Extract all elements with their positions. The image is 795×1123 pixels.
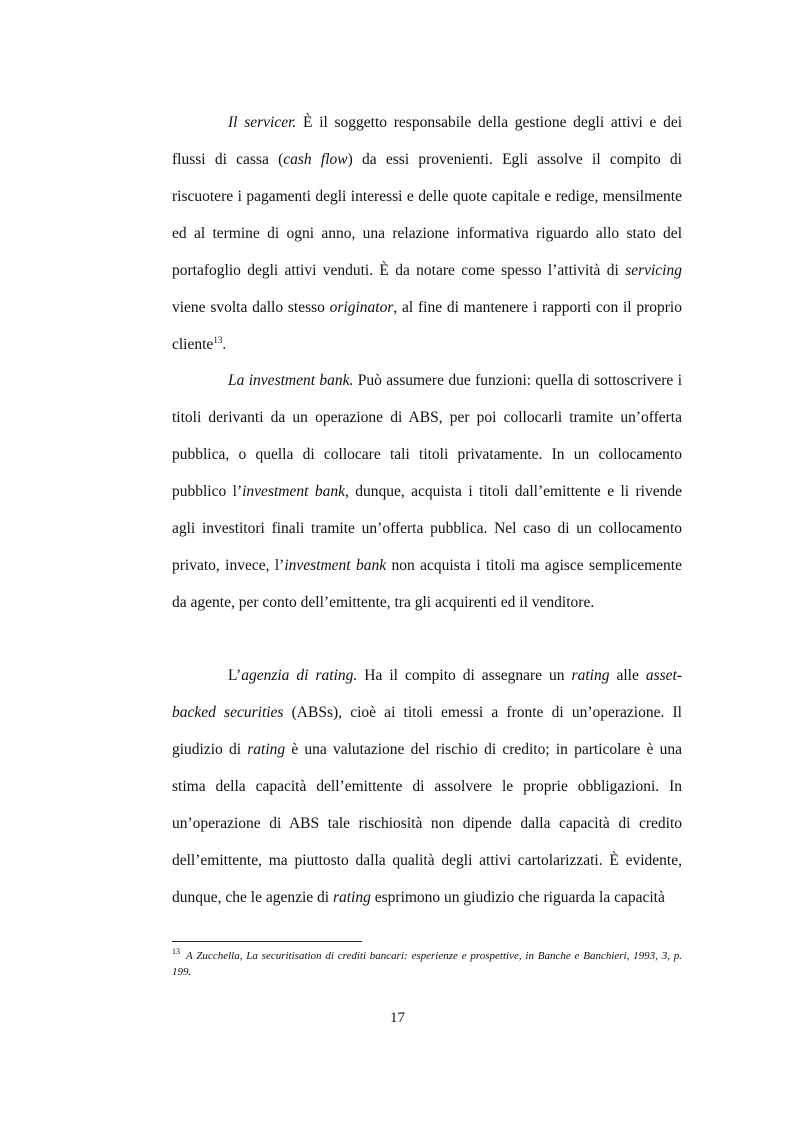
footnote-reference[interactable]: 13 (213, 334, 223, 345)
page-number: 17 (390, 1010, 405, 1026)
footnote (172, 948, 682, 980)
paragraph-servicer: Il servicer. È il soggetto responsabile della gestione degli attivi e dei flussi di cassa (cash flow) da essi provenienti. Egli assolve il compito di riscuotere i pagamenti degli interessi e delle quote capitale e redige, mensilmente ed al termine di ogni anno, una relazione informativa riguardo allo stato del portafoglio degli attivi venduti. È da notare come spesso l’attività di servicing viene svolta dallo stesso originator, al fine di mantenere i rapporti con il proprio cliente$^{13}$. (172, 114, 683, 353)
term-servicer: Il servicer. (228, 114, 297, 131)
footnote-divider (172, 941, 362, 942)
paragraph-rating-agency: L’agenzia di rating. Ha il compito di assegnare un rating alle asset-backed securities (ABSs), cioè ai titoli emessi a fronte di un’operazione. Il giudizio di rating è una valutazione del rischio di credito; in particolare è una stima della capacità dell’emittente di assolvere le proprie obbligazioni. In un’operazione di ABS tale rischiosità non dipende dalla capacità di credito dell’emittente, ma piuttosto dalla qualità degli attivi cartolarizzati. È evidente, dunque, che le agenzie di rating esprimono un giudizio che riguarda la capacità (172, 667, 682, 906)
term-investment-bank: La investment bank. (228, 372, 354, 389)
term-rating-agency: agenzia di rating. (241, 667, 358, 684)
footnote-text: A Zucchella, La securitisation di crediti bancari: esperienze e prospettive, in Banche e Banchieri, 1993, 3, p. 199. (172, 950, 682, 978)
paragraph-investment-bank: La investment bank. Può assumere due funzioni: quella di sottoscrivere i titoli derivanti da un operazione di ABS, per poi collocarli tramite un’offerta pubblica, o quella di collocare tali titoli privatamente. In un collocamento pubblico l’investment bank, dunque, acquista i titoli dall’emittente e li rivende agli investitori finali tramite un’offerta pubblica. Nel caso di un collocamento privato, invece, l’investment bank non acquista i titoli ma agisce semplicemente da agente, per conto dell’emittente, tra gli acquirenti ed il venditore. (172, 372, 682, 611)
footnote-number: 13 (172, 947, 180, 957)
